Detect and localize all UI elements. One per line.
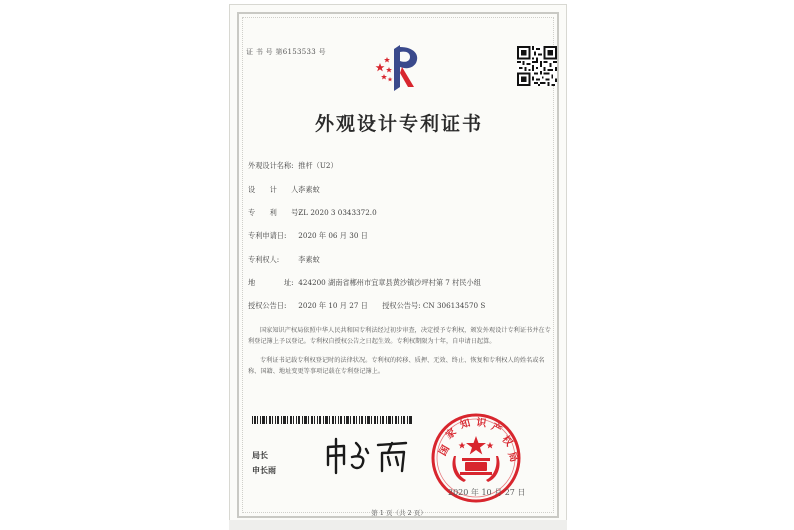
issue-date: 2020 年 10 月 27 日 — [448, 488, 526, 497]
field-value: 李素蚊 — [298, 185, 320, 194]
field-value: ZL 2020 3 0343372.0 — [298, 208, 377, 217]
svg-text:权: 权 — [499, 434, 515, 449]
field-label: 专 利 号: — [248, 208, 301, 217]
paragraph-grant-statement: 国家知识产权局依照中华人民共和国专利法经过初步审查，决定授予专利权，颁发外观设计专利证书并在专利登记簿上予以登记。专利权自授权公告之日起生效。专利权期限为十年，自申请日起算。 — [248, 327, 551, 345]
page-number: 第 1 页（共 2 页） — [371, 509, 427, 517]
cnipa-logo-icon — [370, 41, 426, 93]
signature-icon — [322, 435, 412, 477]
field-patentee — [248, 255, 320, 265]
field-value: 李素蚊 — [298, 255, 320, 264]
field-value: 推杆（U2） — [298, 161, 338, 170]
field-label: 授权公告日: — [248, 301, 287, 310]
svg-text:家: 家 — [444, 426, 459, 442]
svg-text:局: 局 — [505, 450, 520, 464]
paragraph-legal-status: 专利证书记载专利权登记时的法律状况。专利权的转移、质押、无效、终止、恢复和专利权人的姓名或名称、国籍、地址变更等事项记载在专利登记簿上。 — [248, 357, 545, 375]
certificate-number: 证 书 号 第6153533 号 — [246, 48, 326, 56]
svg-text:产: 产 — [489, 421, 504, 437]
svg-text:知: 知 — [459, 417, 472, 432]
svg-text:识: 识 — [475, 417, 488, 430]
director-title: 局长 — [252, 451, 268, 460]
field-label: 专利权人: — [248, 255, 280, 264]
field-designer — [248, 185, 320, 195]
certificate-bottom-edge — [229, 520, 567, 530]
field-application-date — [248, 231, 368, 241]
field-label: 地 址: — [248, 278, 294, 287]
field-value: 2020 年 10 月 27 日 授权公告号: CN 306134570 S — [298, 301, 486, 310]
qr-code-icon — [517, 46, 557, 86]
director-name: 申长雨 — [252, 466, 276, 475]
field-patent-number — [248, 208, 377, 218]
barcode-icon — [252, 416, 412, 424]
field-address — [248, 278, 481, 288]
field-grant-date — [248, 301, 485, 311]
field-label: 设 计 人: — [248, 185, 301, 194]
field-label: 外观设计名称: — [248, 161, 294, 170]
patent-certificate — [229, 4, 567, 526]
field-design-name — [248, 161, 338, 171]
field-value: 2020 年 06 月 30 日 — [298, 231, 368, 240]
field-value: 424200 湖南省郴州市宜章县黄沙镇沙坪村第 7 村民小组 — [298, 278, 481, 287]
svg-text:国: 国 — [437, 443, 453, 458]
field-label: 专利申请日: — [248, 231, 287, 240]
certificate-title: 外观设计专利证书 — [314, 113, 483, 135]
